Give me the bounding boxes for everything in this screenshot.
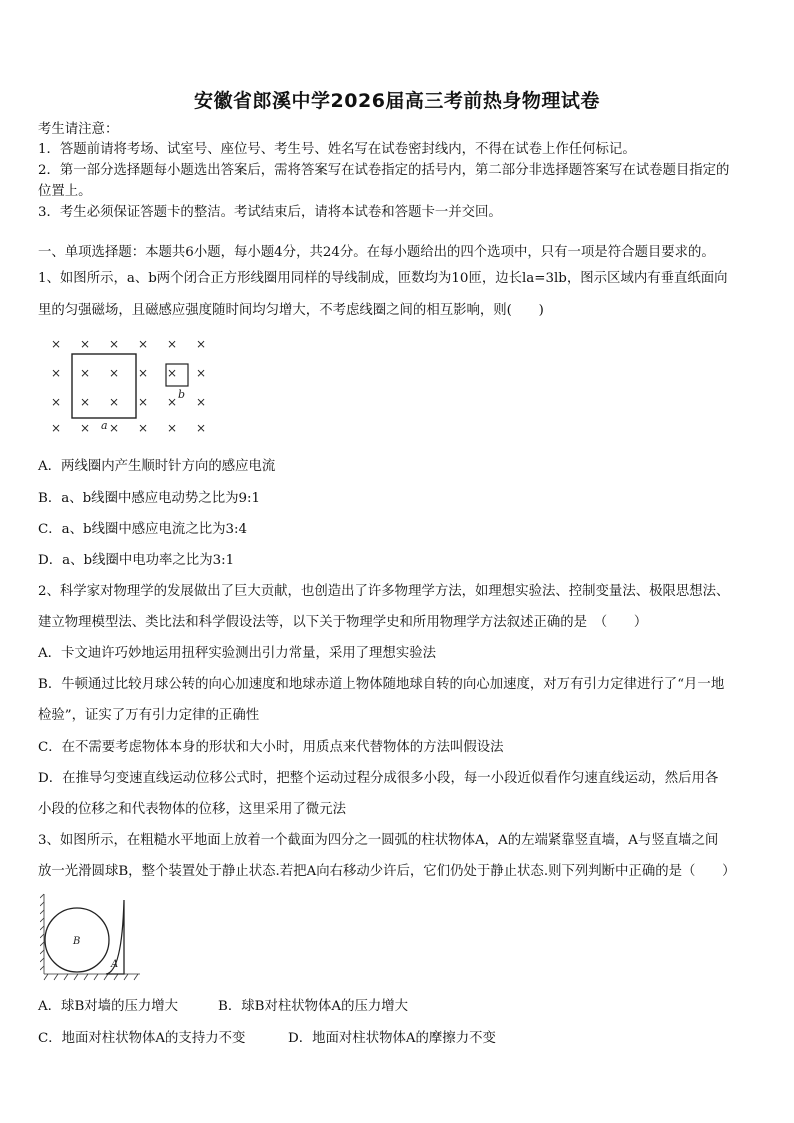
field-cross: × xyxy=(50,366,62,380)
coil-a-label: a xyxy=(101,419,108,432)
field-cross: × xyxy=(137,337,149,351)
notice-item: 3．考生必须保证答题卡的整洁。考试结束后，请将本试卷和答题卡一并交回。 xyxy=(38,205,502,220)
question-2-option: A．卡文迪许巧妙地运用扭秤实验测出引力常量，采用了理想实验法 xyxy=(38,646,436,661)
question-3-option: B．球B对柱状物体A的压力增大 xyxy=(218,999,409,1014)
field-cross: × xyxy=(137,366,149,380)
question-3-option: C．地面对柱状物体A的支持力不变 xyxy=(38,1031,246,1046)
field-cross: × xyxy=(166,366,178,380)
field-cross: × xyxy=(50,337,62,351)
wall-hatching xyxy=(40,894,44,974)
field-cross: × xyxy=(50,421,62,435)
question-1-option: B．a、b线圈中感应电动势之比为9:1 xyxy=(38,491,261,506)
notice-item: 位置上。 xyxy=(38,184,92,199)
field-cross: × xyxy=(195,337,207,351)
field-cross: × xyxy=(137,395,149,409)
page-title: 安徽省郎溪中学2026届高三考前热身物理试卷 xyxy=(194,90,600,112)
block-a-label: A xyxy=(111,959,119,970)
question-3-stem: 3、如图所示，在粗糙水平地面上放着一个截面为四分之一圆弧的柱状物体A，A的左端紧靠竖直墙，A与竖直墙之间 xyxy=(38,833,719,848)
field-cross: × xyxy=(195,421,207,435)
question-1-figure xyxy=(44,334,224,438)
field-cross: × xyxy=(195,395,207,409)
question-2-option: B．牛顿通过比较月球公转的向心加速度和地球赤道上物体随地球自转的向心加速度，对万有引力定律进行了“月一地 xyxy=(38,677,725,692)
question-2-option: C．在不需要考虑物体本身的形状和大小时，用质点来代替物体的方法叫假设法 xyxy=(38,740,504,755)
question-3-option: D．地面对柱状物体A的摩擦力不变 xyxy=(288,1031,496,1046)
field-cross: × xyxy=(79,366,91,380)
field-cross: × xyxy=(137,421,149,435)
field-cross: × xyxy=(108,366,120,380)
notice-item: 2．第一部分选择题每小题选出答案后，需将答案写在试卷指定的括号内，第二部分非选择题答案写在试卷题目指定的 xyxy=(38,163,730,178)
section-heading: 一、单项选择题：本题共6小题，每小题4分，共24分。在每小题给出的四个选项中，只有一项是符合题目要求的。 xyxy=(38,245,715,260)
question-3-figure xyxy=(40,892,144,982)
question-3-stem: 放一光滑圆球B，整个装置处于静止状态.若把A向右移动少许后，它们仍处于静止状态.则下列判断中正确的是（ ） xyxy=(38,864,736,879)
field-cross: × xyxy=(108,337,120,351)
notice-item: 1．答题前请将考场、试室号、座位号、考生号、姓名写在试卷密封线内，不得在试卷上作任何标记。 xyxy=(38,142,636,157)
question-1-stem: 里的匀强磁场，且磁感应强度随时间均匀增大，不考虑线圈之间的相互影响，则( ) xyxy=(38,303,544,318)
field-cross: × xyxy=(108,395,120,409)
question-1-stem: 1、如图所示，a、b两个闭合正方形线圈用同样的导线制成，匝数均为10匝，边长la=3lb，图示区域内有垂直纸面向 xyxy=(38,271,728,286)
field-cross: × xyxy=(50,395,62,409)
question-1-option: A．两线圈内产生顺时针方向的感应电流 xyxy=(38,459,276,474)
field-cross: × xyxy=(166,337,178,351)
field-cross: × xyxy=(79,395,91,409)
question-2-option: 检验”，证实了万有引力定律的正确性 xyxy=(38,708,260,723)
field-cross: × xyxy=(166,421,178,435)
field-cross: × xyxy=(79,337,91,351)
field-cross: × xyxy=(195,366,207,380)
question-3-option: A．球B对墙的压力增大 xyxy=(38,999,179,1014)
question-2-stem: 2、科学家对物理学的发展做出了巨大贡献，也创造出了许多物理学方法，如理想实验法、控制变量法、极限思想法、 xyxy=(38,584,730,599)
question-2-stem: 建立物理模型法、类比法和科学假设法等，以下关于物理学史和所用物理学方法叙述正确的是 （ ） xyxy=(38,615,648,630)
ball-b-label: B xyxy=(73,936,81,947)
field-cross: × xyxy=(166,395,178,409)
coil-b-label: b xyxy=(178,388,186,401)
question-1-option: C．a、b线圈中感应电流之比为3:4 xyxy=(38,522,248,537)
question-1-option: D．a、b线圈中电功率之比为3:1 xyxy=(38,553,235,568)
field-cross: × xyxy=(108,421,120,435)
question-2-option: D．在推导匀变速直线运动位移公式时，把整个运动过程分成很多小段，每一小段近似看作匀速直线运动，然后用各 xyxy=(38,771,719,786)
ground-hatching xyxy=(44,974,140,980)
notice-heading: 考生请注意： xyxy=(38,122,119,137)
field-cross: × xyxy=(79,421,91,435)
question-2-option: 小段的位移之和代表物体的位移，这里采用了微元法 xyxy=(38,802,346,817)
